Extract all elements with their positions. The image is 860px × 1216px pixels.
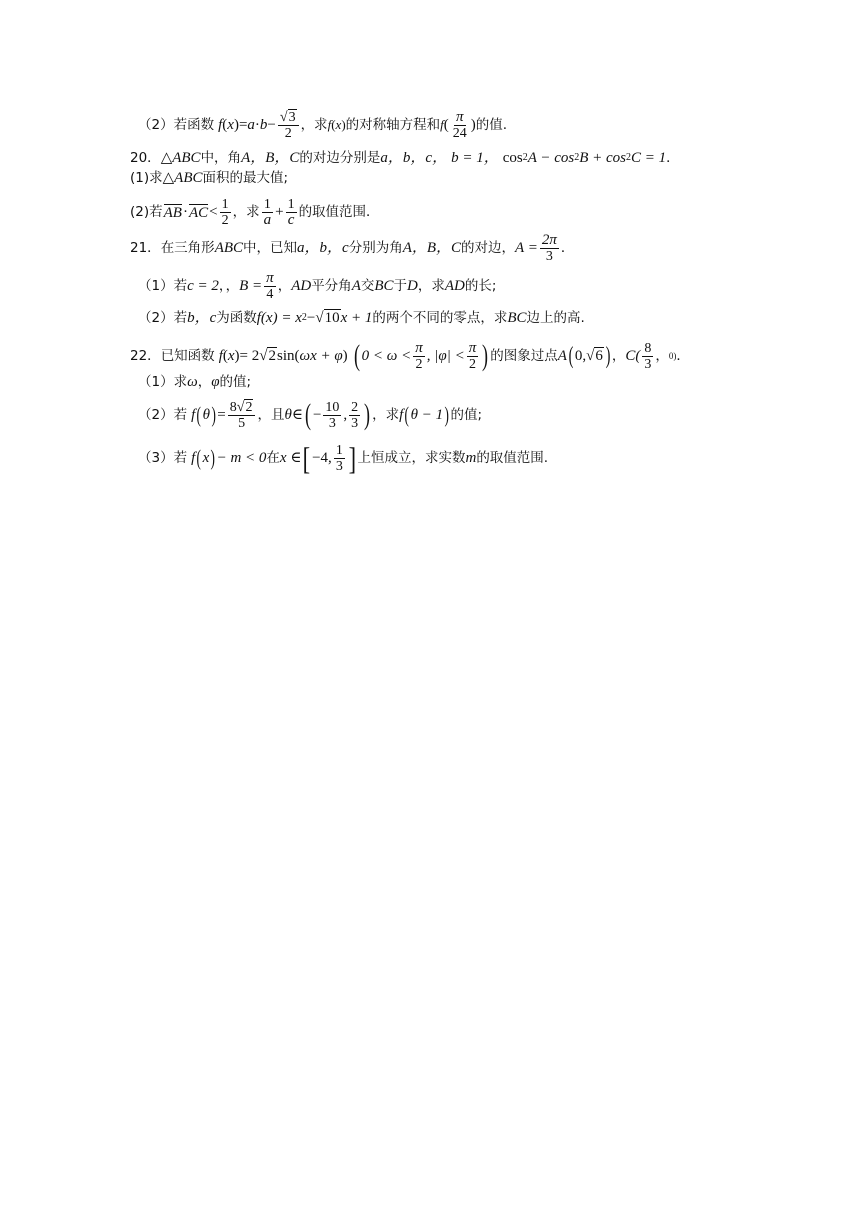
fraction-one-over-c: $\frac{1}{c}$	[287, 196, 295, 228]
q21-ad-2: AD	[444, 278, 465, 294]
q20-p1-text: 面积的最大值;	[202, 170, 289, 186]
q22-p3-text1: 在	[266, 450, 280, 466]
point-a: A	[557, 348, 567, 364]
q20-p2-text1: ，求	[232, 204, 260, 220]
den-2: 2	[284, 125, 292, 141]
q20-p1-triangle: △ABC	[162, 170, 203, 186]
q22-p3-text2: 上恒成立，求实数	[357, 450, 466, 466]
cos-4: C = 1	[631, 150, 667, 166]
triangle-abc: △ABC	[160, 150, 201, 166]
q21-c-eq: c = 2	[187, 278, 219, 294]
q20-text1: 中，角	[200, 150, 242, 166]
q21-p1-text3: 交	[360, 278, 375, 294]
q22-p1-end: 的值;	[219, 374, 252, 390]
q20-part2-line: (2)若 AB · AC < $\frac{1}{2}$ ，求 $\frac{1}{a}$ + $\frac{1}{c}$ 的取值范围．	[130, 196, 380, 228]
q22-c-zero: 0)	[668, 351, 677, 361]
fraction-pi-over-4: $\frac{\pi}{4}$	[266, 269, 274, 302]
math-minus: −	[267, 117, 276, 133]
minus-4: −4,	[312, 450, 332, 466]
q22-p2-end: 的值;	[450, 407, 483, 423]
vector-ac: AC	[188, 204, 209, 221]
vector-a: a	[247, 117, 255, 133]
fraction-1-over-3: $\frac{1}{3}$	[335, 442, 343, 474]
q20-p2-label: (2)若	[130, 204, 163, 220]
cos-3: B + cos	[579, 150, 626, 166]
q21-label: 21．	[130, 240, 161, 256]
q21-ad: AD	[291, 278, 312, 294]
math-eq: =	[238, 117, 248, 133]
q19-part2-prefix: （2）若函数	[138, 117, 215, 133]
q22-p2-text1: ，且	[257, 407, 285, 423]
phi: φ	[211, 374, 220, 390]
var-m: m	[465, 450, 477, 466]
q21-a-eq: A =	[515, 240, 538, 256]
q20-part1-line	[130, 168, 288, 188]
q22-part1-line: （1）求 ω ， φ 的值;	[138, 374, 252, 390]
sqrt-6: √6	[586, 348, 603, 364]
q20-line: 20． △ABC 中，角 A，B，C 的对边分别是 a，b，c， b = 1， cos 2 A − cos 2 B + cos 2 C = 1 ．	[130, 150, 680, 166]
q21-angle-a: A	[351, 278, 361, 294]
fraction-8sqrt2-over-5: $\frac{8√2}{5}$	[228, 400, 256, 431]
q22-cond-b: , |φ| <	[426, 348, 465, 364]
den-24: 24	[452, 125, 467, 141]
q19-text3: 的值.	[475, 117, 508, 133]
fraction-2pi-over-3: $\frac{2\pi}{3}$	[541, 231, 557, 264]
q20-sides: a，b，c，	[380, 150, 448, 166]
fraction-pi-over-24	[451, 110, 469, 141]
vector-b: b	[259, 117, 268, 133]
cos-2: A − cos	[527, 150, 575, 166]
vector-ab: AB	[163, 204, 182, 221]
q21-b-eq: B =	[239, 278, 263, 294]
q21-abc: ABC	[214, 240, 244, 256]
sqrt3-radicand: 3	[288, 109, 296, 125]
cos-1: cos	[502, 150, 523, 166]
less-than: <	[209, 204, 218, 220]
omega: ω	[187, 374, 198, 390]
q20-angles: A，B，C	[241, 150, 300, 166]
sqrt-2: √2	[259, 348, 276, 364]
pi-symbol: π	[456, 108, 464, 125]
q20-p2-text2: 的取值范围．	[298, 204, 380, 220]
q21-p1-text5: ，求	[417, 278, 445, 294]
q21-p2-text3: 边上的高.	[526, 310, 585, 326]
q22-part3-line: （3）若 f ( x ) − m < 0 在 x ∈ [ −4, $\frac{1}{3}$ ] 上恒成立，求实数 m 的取值范围.	[138, 440, 549, 476]
q22-p3-expr: − m < 0	[216, 450, 267, 466]
q22-p3-in: x ∈	[279, 450, 302, 466]
theta-minus-1: θ − 1	[410, 407, 444, 423]
q19-text2: 的对称轴方程和	[345, 117, 441, 133]
q22-line: 22． 已知函数 f ( x ) = 2 √2 sin ( ωx + φ ) ( 0 < ω < $\frac{\pi}{2}$ , |φ| < $\frac{\pi}{2}$ ) 的图象过点 A ( 0, √6 ) ， C( $\frac{8}{3}$ ， 0) ．	[130, 339, 690, 372]
fraction-sqrt3-over-2: $\frac{√3}{2}$	[278, 110, 299, 141]
q19-part2-line: （2）若函数 f ( x ) = a · b − $\frac{√3}{2}$ ，求 f ( x ) 的对称轴方程和 f ( $\frac{\pi}{24}$ ) 的值.	[138, 108, 508, 141]
plus: +	[275, 204, 284, 220]
q20-b-eq: b = 1，	[451, 150, 499, 166]
fraction-10-over-3: $\frac{10}{3}$	[325, 399, 340, 431]
q21-f-expr-a: f(x) = x	[256, 310, 302, 326]
q21-p1-text4: 于	[393, 278, 408, 294]
q21-d: D	[407, 278, 418, 294]
q21-text4: 的对边，	[461, 240, 516, 256]
q21-sides: a，b，c	[297, 240, 349, 256]
q21-line	[130, 230, 574, 266]
q21-part1-line	[138, 268, 496, 304]
q20-text2: 的对边分别是	[299, 150, 381, 166]
q20-p1-label: (1)求	[130, 170, 163, 186]
q22-p2-text2: ，求	[372, 407, 400, 423]
q22-p1-label: （1）求	[138, 374, 188, 390]
fraction-half: $\frac{1}{2}$	[221, 196, 229, 228]
q21-part2-line: （2）若 b，c 为函数 f(x) = x 2 − √10 x + 1 的两个不同的零点，求 BC 边上的高.	[138, 310, 585, 326]
point-c: C(	[625, 348, 641, 364]
q21-angles: A，B，C	[402, 240, 462, 256]
q21-p2-text1: 为函数	[216, 310, 257, 326]
fraction-2-over-3: $\frac{2}{3}$	[351, 399, 359, 431]
sqrt-10: √10	[315, 310, 340, 326]
q21-p1-text2: 平分角	[311, 278, 352, 294]
q22-p3-label: （3）若	[138, 450, 188, 466]
math-dot: ·	[254, 117, 260, 133]
q21-bc: BC	[374, 278, 394, 294]
q22-label: 22．	[130, 348, 161, 364]
q22-p2-label: （2）若	[138, 407, 188, 423]
q22-part2-line: （2）若 f ( θ ) = $\frac{8√2}{5}$ ，且 θ ∈ ( − $\frac{10}{3}$ , $\frac{2}{3}$ ) ，求 f ( θ − 1 ) 的值;	[138, 398, 483, 431]
fraction-8-over-3: $\frac{8}{3}$	[644, 340, 652, 372]
q22-text1: 已知函数	[160, 348, 215, 364]
fraction-pi-over-2-b: $\frac{\pi}{2}$	[468, 339, 477, 372]
q21-p1-label: （1）若	[138, 278, 188, 294]
math-f: f	[218, 117, 223, 133]
q22-cond-a: 0 < ω <	[361, 348, 412, 364]
q22-text2: 的图象过点	[490, 348, 558, 364]
q21-f-expr-c: x + 1	[340, 310, 373, 326]
fraction-one-over-a: $\frac{1}{a}$	[263, 196, 272, 228]
q21-text1: 在三角形	[160, 240, 215, 256]
q22-arg: ωx + φ	[299, 348, 343, 364]
math-x: x	[227, 117, 234, 133]
q21-p1-text6: 的长;	[464, 278, 497, 294]
q20-label: 20．	[130, 150, 161, 166]
q22-end: ．	[676, 348, 690, 364]
q21-p1-mid: ，，	[218, 278, 240, 294]
q21-end: ．	[560, 240, 575, 256]
q21-bc-vars: b，c	[187, 310, 217, 326]
q22-p3-end: 的取值范围.	[476, 450, 549, 466]
fraction-pi-over-2-a: $\frac{\pi}{2}$	[415, 339, 423, 372]
q21-p2-label: （2）若	[138, 310, 188, 326]
q21-bc-2: BC	[507, 310, 527, 326]
q21-text2: 中，已知	[243, 240, 298, 256]
q21-p2-text2: 的两个不同的零点，求	[372, 310, 508, 326]
q21-text3: 分别为角	[348, 240, 403, 256]
q21-p1-text1: ，	[277, 278, 292, 294]
q20-end: ．	[666, 150, 680, 166]
q19-text1: ，求	[300, 117, 328, 133]
